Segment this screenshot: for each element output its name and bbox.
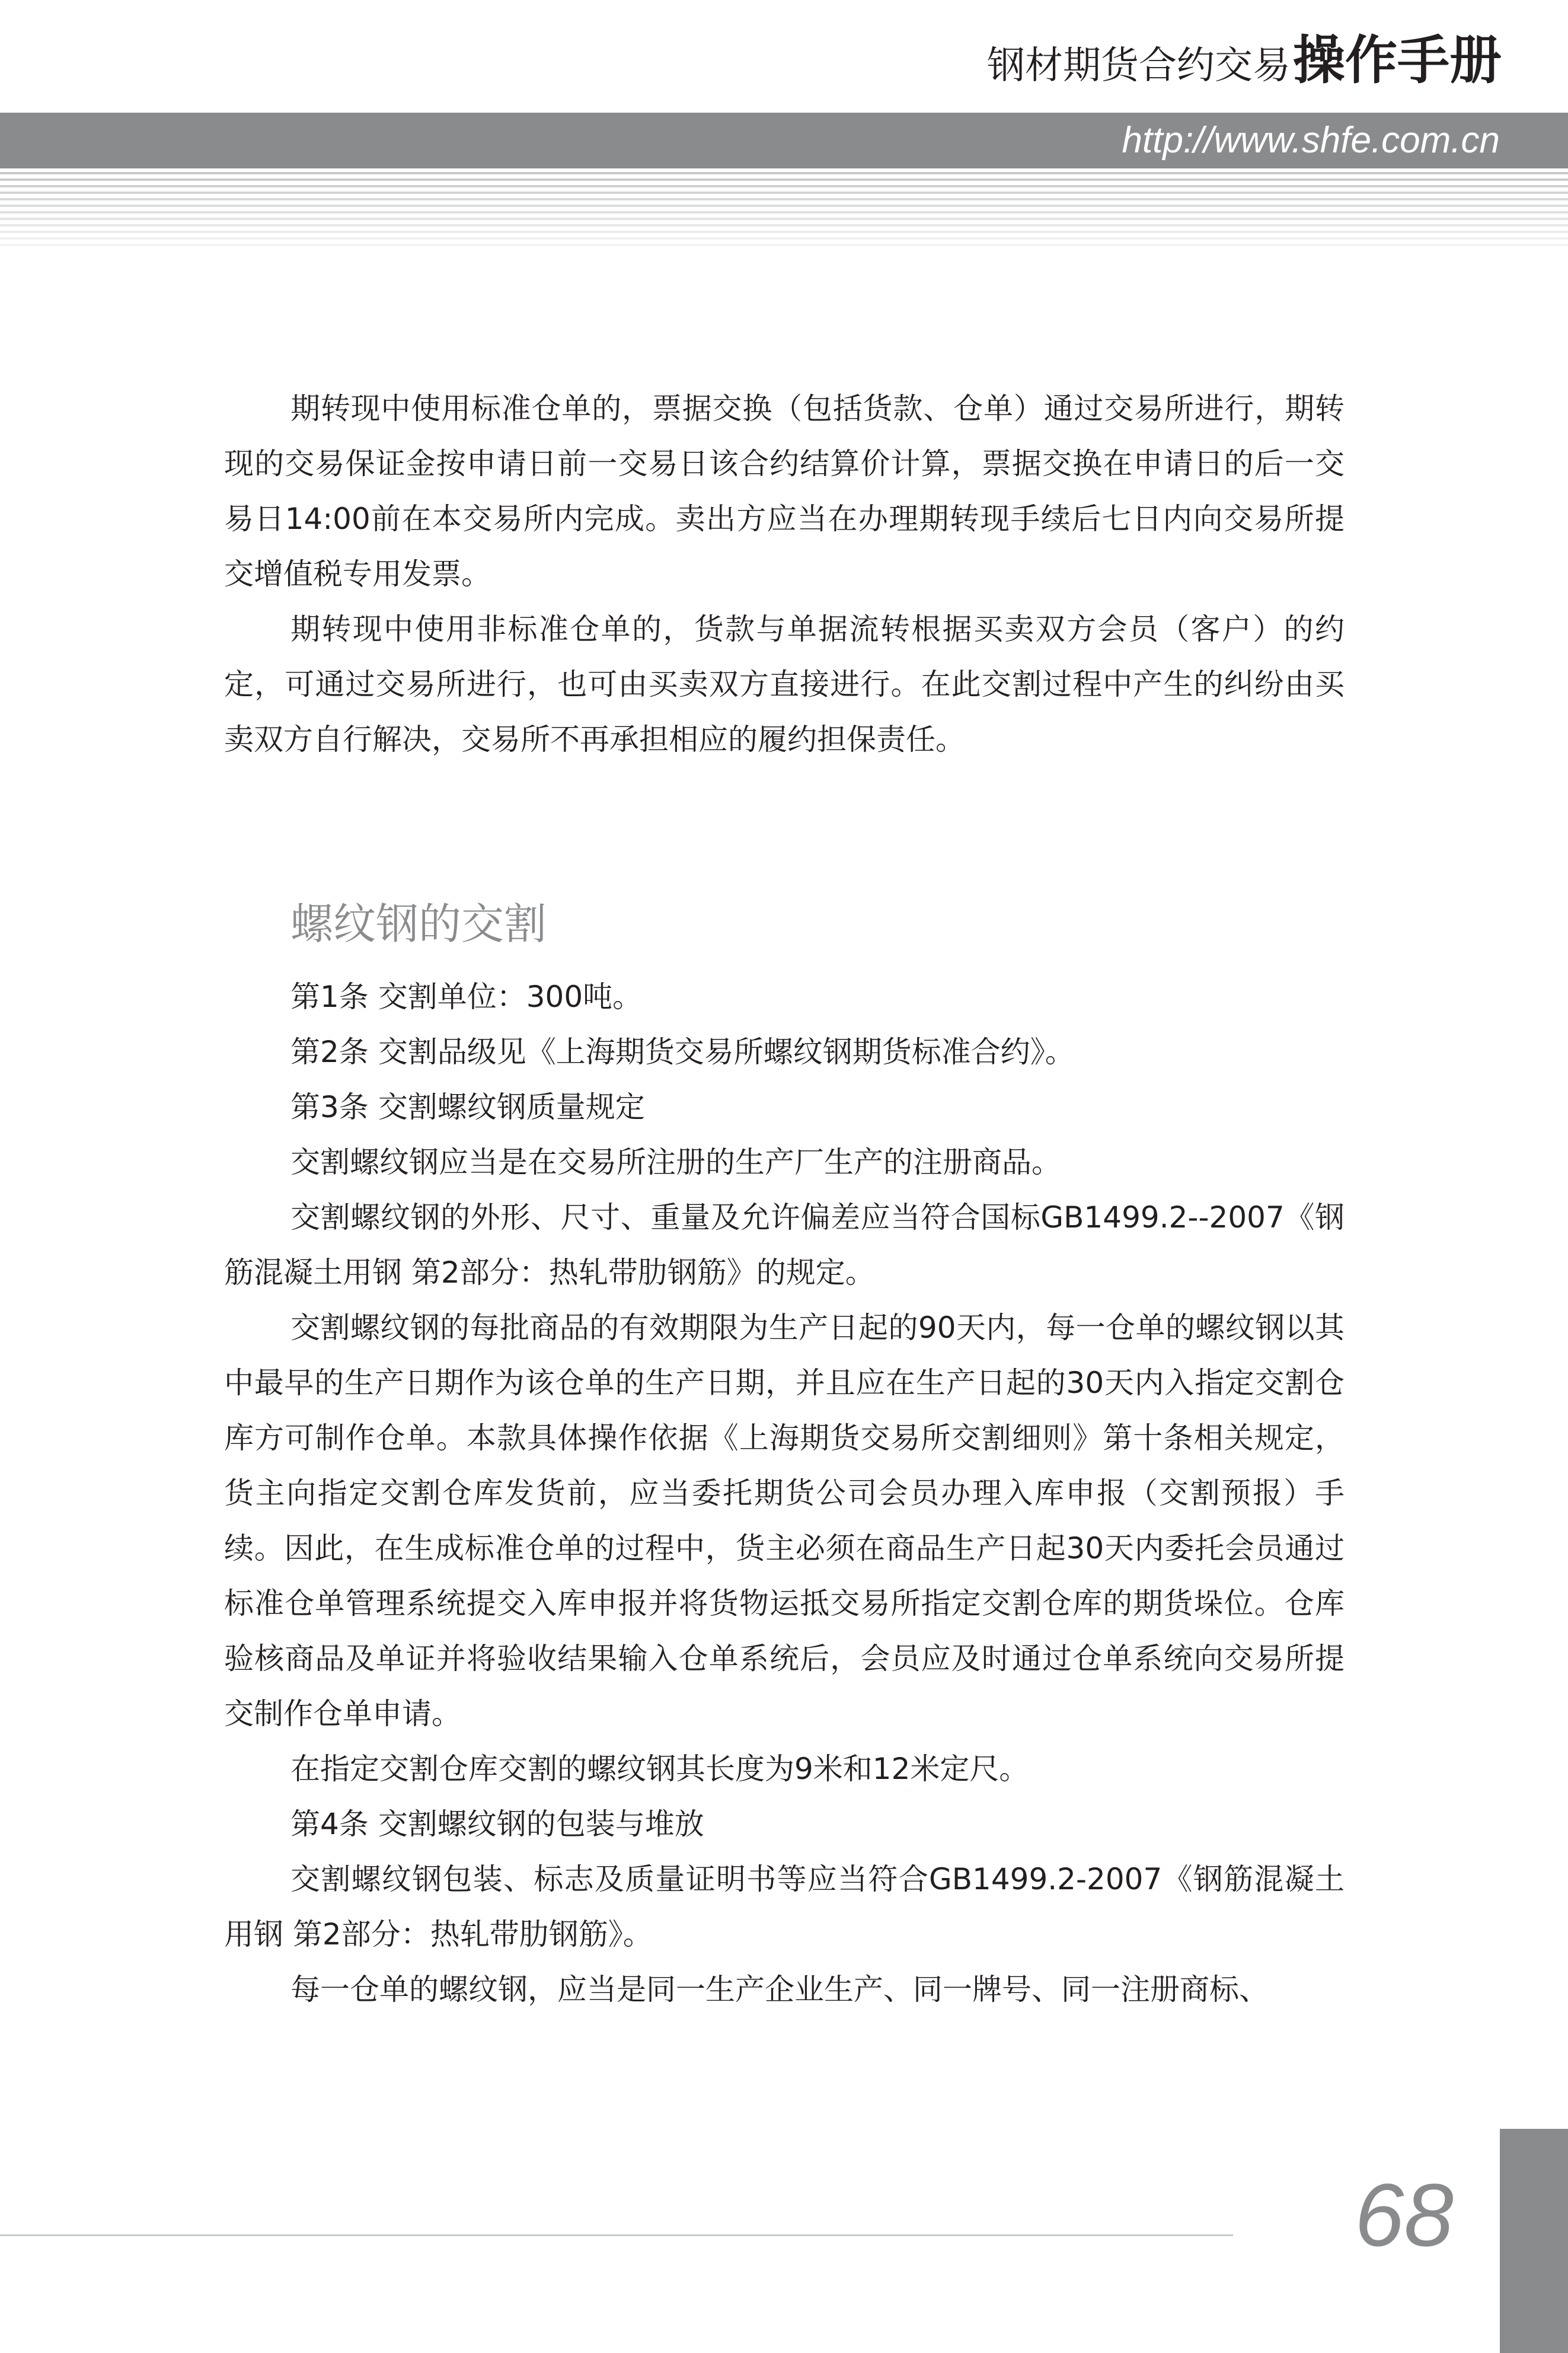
manual-title-large: 操作手册 xyxy=(1292,30,1502,91)
manual-title-small: 钢材期货合约交易 xyxy=(986,44,1291,88)
paragraph: 期转现中使用非标准仓单的，货款与单据流转根据买卖双方会员（客户）的约定，可通过交易所进行，也可由买卖双方直接进行。在此交割过程中产生的纠纷由买卖双方自行解决，交易所不再承担相应的履约担保责任。 xyxy=(224,612,1345,757)
paragraph: 第2条 交割品级见《上海期货交易所螺纹钢期货标准合约》。 xyxy=(290,1035,1075,1069)
footer-divider xyxy=(0,2234,1233,2236)
page-number: 68 xyxy=(1355,2165,1454,2265)
manual-title xyxy=(986,30,1502,91)
section-heading: 螺纹钢的交割 xyxy=(290,899,547,949)
paragraph: 每一仓单的螺纹钢，应当是同一生产企业生产、同一牌号、同一注册商标、 xyxy=(290,1972,1269,2007)
paragraph: 交割螺纹钢的外形、尺寸、重量及允许偏差应当符合国标GB1499.2--2007《钢筋混凝土用钢 第2部分：热轧带肋钢筋》的规定。 xyxy=(224,1200,1345,1290)
paragraph: 第3条 交割螺纹钢质量规定 xyxy=(290,1090,645,1124)
website-url: http://www.shfe.com.cn xyxy=(1122,120,1500,161)
header-url-bar xyxy=(0,113,1568,168)
paragraph: 期转现中使用标准仓单的，票据交换（包括货款、仓单）通过交易所进行，期转现的交易保证金按申请日前一交易日该合约结算价计算，票据交换在申请日的后一交易日14:00前在本交易所内完成。卖出方应当在办理期转现手续后七日内向交易所提交增值税专用发票。 xyxy=(224,391,1345,591)
header-stripe-decoration xyxy=(0,172,1568,249)
paragraph: 交割螺纹钢应当是在交易所注册的生产厂生产的注册商品。 xyxy=(290,1145,1061,1179)
paragraph: 第1条 交割单位：300吨。 xyxy=(290,980,643,1014)
section-text-block xyxy=(224,970,1345,2017)
paragraph: 交割螺纹钢包装、标志及质量证明书等应当符合GB1499.2-2007《钢筋混凝土用钢 第2部分：热轧带肋钢筋》。 xyxy=(224,1862,1345,1952)
paragraph: 第4条 交割螺纹钢的包装与堆放 xyxy=(290,1807,704,1841)
paragraph: 在指定交割仓库交割的螺纹钢其长度为9米和12米定尺。 xyxy=(290,1752,1029,1786)
intro-text-block xyxy=(224,381,1345,767)
footer-side-bar xyxy=(1500,2129,1568,2353)
paragraph: 交割螺纹钢的每批商品的有效期限为生产日起的90天内，每一仓单的螺纹钢以其中最早的生产日期作为该仓单的生产日期，并且应在生产日起的30天内入指定交割仓库方可制作仓单。本款具体操作依据《上海期货交易所交割细则》第十条相关规定，货主向指定交割仓库发货前，应当委托期货公司会员办理入库申报（交割预报）手续。因此，在生成标准仓单的过程中，货主必须在商品生产日起30天内委托会员通过标准仓单管理系统提交入库申报并将货物运抵交易所指定交割仓库的期货垛位。仓库验核商品及单证并将验收结果输入仓单系统后，会员应及时通过仓单系统向交易所提交制作仓单申请。 xyxy=(224,1311,1345,1731)
